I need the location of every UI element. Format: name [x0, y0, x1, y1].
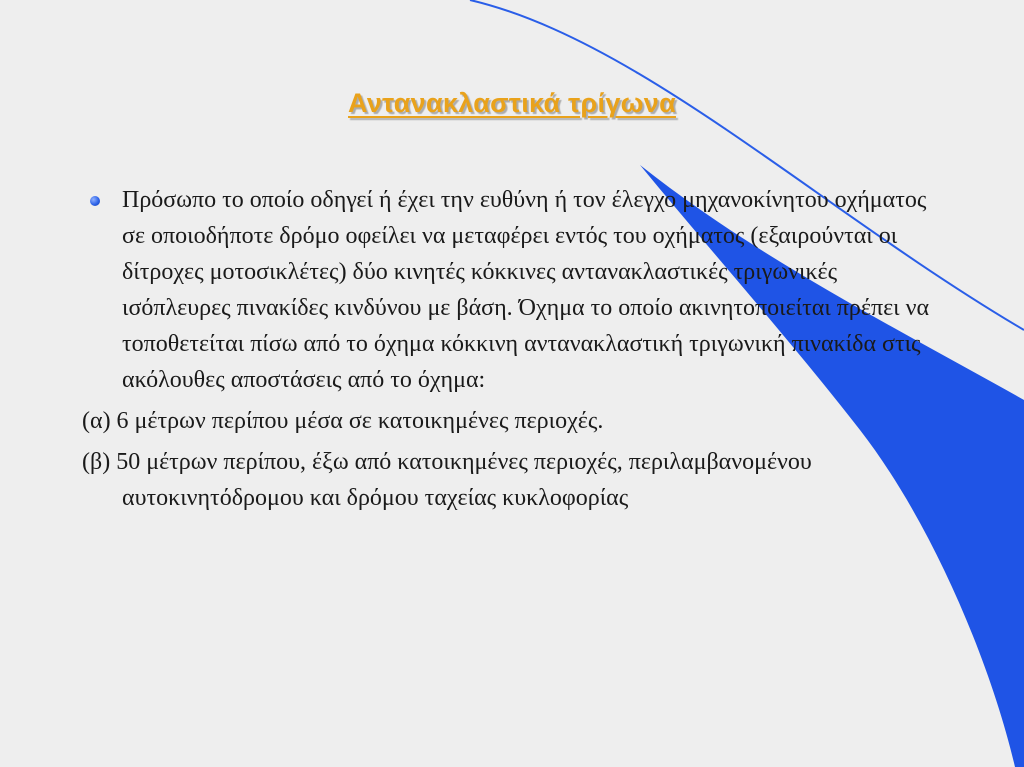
bullet-text: Πρόσωπο το οποίο οδηγεί ή έχει την ευθύνη ή τον έλεγχο μηχανοκίνητου οχήματος σε οποιοδήποτε δρόμο οφείλει να μεταφέρει εντός του οχήματος (εξαιρούνται οι δίτροχες μοτοσικλέτες) δύο κινητές κόκκινες αντανακλαστικές τριγωνικές ισόπλευρες πινακίδες κινδύνου με βάση. Όχημα το οποίο ακινητοποιείται πρέπει να τοποθετείται πίσω από το όχημα κόκκινη αντανακλαστική τριγωνική πινακίδα στις ακόλουθες αποστάσεις από το όχημα:	[122, 187, 930, 393]
slide-content	[82, 182, 942, 521]
blue-dot-bullet-icon	[90, 196, 100, 206]
list-item-a: (α) 6 μέτρων περίπου μέσα σε κατοικημένες περιοχές.	[82, 408, 604, 434]
slide-title: Αντανακλαστικά τρίγωνα	[348, 88, 676, 118]
list-item-b: (β) 50 μέτρων περίπου, έξω από κατοικημένες περιοχές, περιλαμβανομένου αυτοκινητόδρομου και δρόμου ταχείας κυκλοφορίας	[82, 449, 812, 511]
bullet-paragraph	[82, 182, 942, 398]
